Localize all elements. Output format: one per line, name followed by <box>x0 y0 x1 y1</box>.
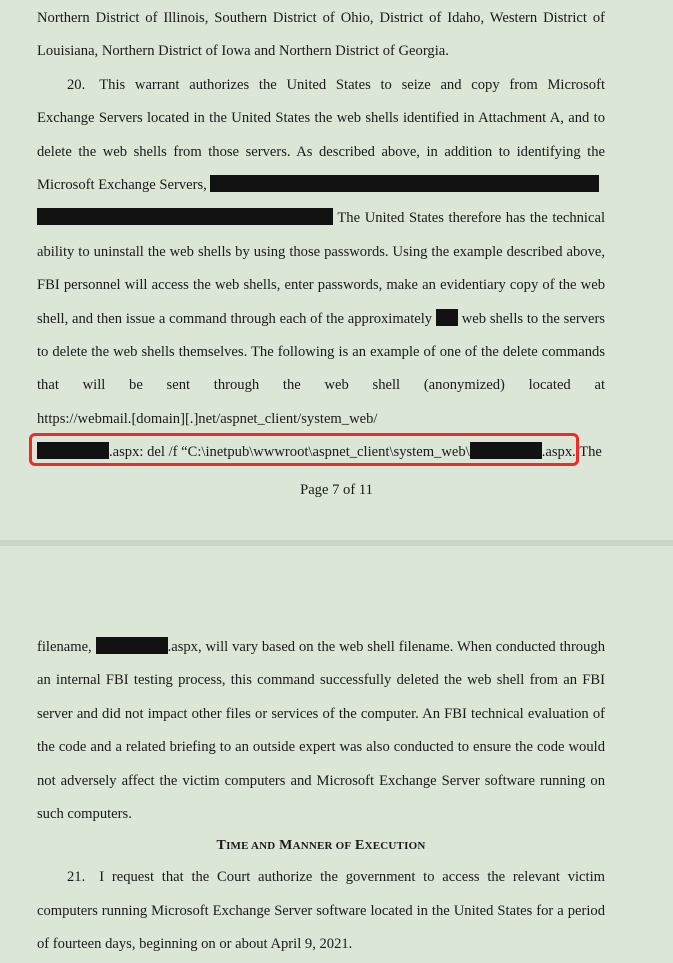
redaction-bar <box>96 637 168 654</box>
text-line: Microsoft Exchange Servers, <box>37 169 605 202</box>
text-line: an internal FBI testing process, this command successfully deleted the web shell from an FBI <box>37 672 605 689</box>
paragraph-21-first-line: 21. I request that the Court authorize the government to access the relevant victim <box>67 869 605 886</box>
text-line: Louisiana, Northern District of Iowa and Northern District of Georgia. <box>37 43 449 60</box>
text-line: The United States therefore has the technical <box>37 202 605 235</box>
document-page-8 <box>0 546 673 963</box>
text-line: of fourteen days, beginning on or about April 9, 2021. <box>37 936 353 953</box>
redaction-bar <box>37 208 333 225</box>
text-line: shell, and then issue a command through each of the approximately web shells to the servers <box>37 310 605 327</box>
paragraph-number: 21. <box>67 869 86 886</box>
text-line: to delete the web shells themselves. The following is an example of one of the delete commands <box>37 344 605 361</box>
text-line: the code and a related briefing to an outside expert was also conducted to ensure the code would <box>37 739 605 756</box>
text-line: FBI personnel will access the web shells, enter passwords, make an evidentiary copy of the web <box>37 277 605 294</box>
text-line: not adversely affect the victim computers and Microsoft Exchange Server software running on <box>37 772 605 789</box>
text-line: delete the web shells from those servers. As described above, in addition to identifying the <box>37 143 605 160</box>
text-line: ability to uninstall the web shells by using those passwords. Using the example described above, <box>37 243 605 260</box>
text-line: filename, .aspx, will vary based on the web shell filename. When conducted through <box>37 639 605 655</box>
text-line: that will be sent through the web shell (anonymized) located at <box>37 377 605 394</box>
redaction-bar <box>210 175 599 192</box>
red-highlight-box <box>29 433 579 466</box>
text-line: server and did not impact other files or services of the computer. An FBI technical evaluation of <box>37 705 605 722</box>
section-heading: TIME AND MANNER OF EXECUTION <box>216 838 426 854</box>
text-line: such computers. <box>37 806 132 823</box>
page8-text-block <box>37 631 605 962</box>
paragraph-number: 20. <box>67 76 86 93</box>
text-line: Northern District of Illinois, Southern District of Ohio, District of Idaho, Western District of <box>37 10 605 26</box>
text-line: computers running Microsoft Exchange Server software located in the United States for a period <box>37 902 605 919</box>
page-number: Page 7 of 11 <box>300 482 373 498</box>
redaction-bar <box>436 309 458 326</box>
delete-command-line: .aspx: del /f “C:\inetpub\wwwroot\aspnet_client\system_web\ .aspx. The <box>37 436 605 469</box>
url-line: https://webmail.[domain][.]net/aspnet_client/system_web/ <box>37 410 378 427</box>
paragraph-20-first-line: 20. This warrant authorizes the United States to seize and copy from Microsoft <box>67 76 605 93</box>
text-line: Exchange Servers located in the United States the web shells identified in Attachment A, and to <box>37 110 605 127</box>
page7-text-block <box>37 2 605 470</box>
